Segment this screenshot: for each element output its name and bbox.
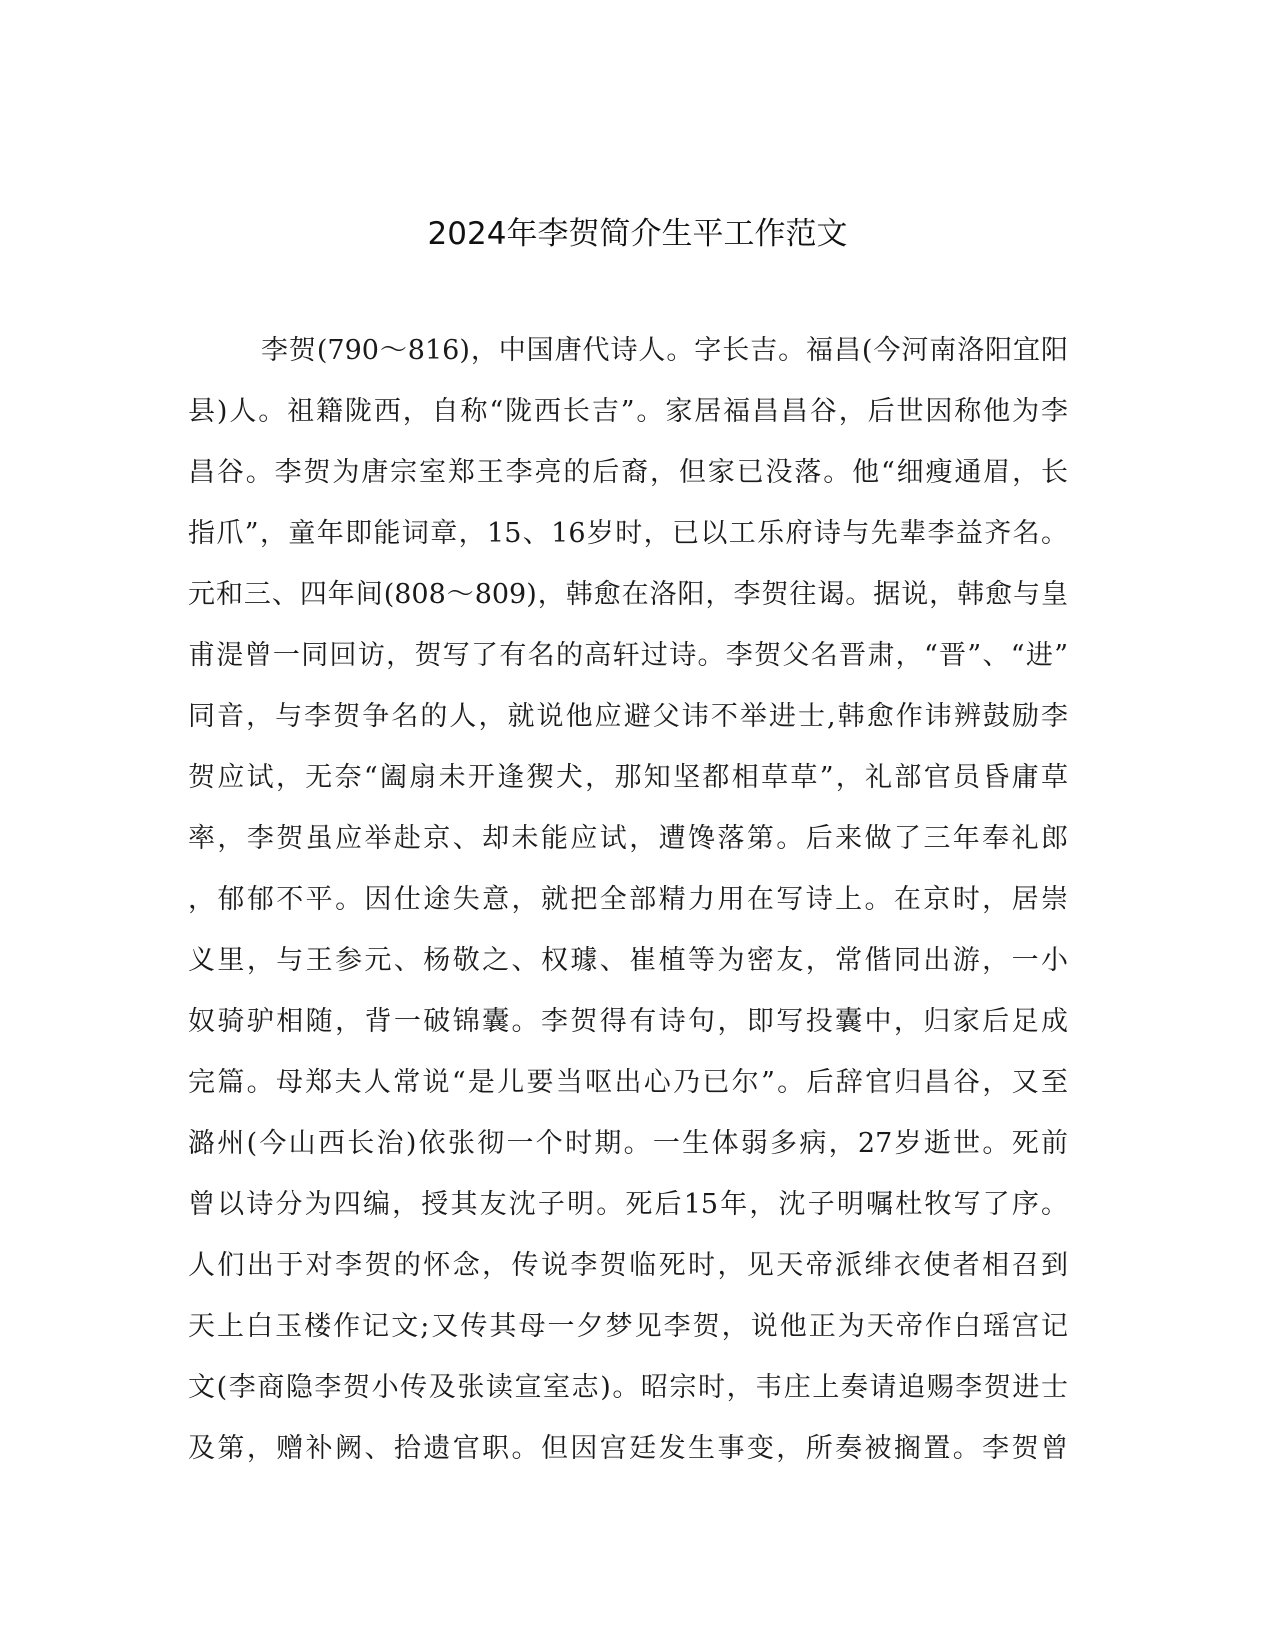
body-line: 指爪”，童年即能词章，15、16岁时，已以工乐府诗与先辈李益齐名。	[188, 518, 1068, 549]
body-line: 义里，与王参元、杨敬之、权璩、崔植等为密友，常偕同出游，一小	[188, 945, 1068, 976]
body-line: 奴骑驴相随，背一破锦囊。李贺得有诗句，即写投囊中，归家后足成	[188, 1006, 1068, 1037]
body-line: 贺应试，无奈“阖扇未开逢猰犬，那知坚都相草草”，礼部官员昏庸草	[188, 762, 1068, 793]
body-line: 人们出于对李贺的怀念，传说李贺临死时，见天帝派绯衣使者相召到	[188, 1250, 1068, 1281]
body-line: 完篇。母郑夫人常说“是儿要当呕出心乃已尔”。后辞官归昌谷，又至	[188, 1067, 1068, 1098]
body-line: 潞州(今山西长治)依张彻一个时期。一生体弱多病，27岁逝世。死前	[188, 1128, 1068, 1159]
body-line: 率，李贺虽应举赴京、却未能应试，遭馋落第。后来做了三年奉礼郎	[188, 823, 1068, 854]
document-body	[188, 320, 1068, 1479]
document-title: 2024年李贺简介生平工作范文	[427, 216, 848, 252]
body-line: 昌谷。李贺为唐宗室郑王李亮的后裔，但家已没落。他“细瘦通眉，长	[188, 457, 1068, 488]
body-line: 及第，赠补阙、拾遗官职。但因宫廷发生事变，所奏被搁置。李贺曾	[188, 1433, 1068, 1464]
body-line: 县)人。祖籍陇西，自称“陇西长吉”。家居福昌昌谷，后世因称他为李	[188, 396, 1068, 427]
body-line: 同音，与李贺争名的人，就说他应避父讳不举进士,韩愈作讳辨鼓励李	[188, 701, 1068, 732]
body-line: 文(李商隐李贺小传及张读宣室志)。昭宗时，韦庄上奏请追赐李贺进士	[188, 1372, 1068, 1403]
body-line: ，郁郁不平。因仕途失意，就把全部精力用在写诗上。在京时，居崇	[188, 884, 1068, 915]
body-line: 曾以诗分为四编，授其友沈子明。死后15年，沈子明嘱杜牧写了序。	[188, 1189, 1068, 1220]
body-line: 李贺(790～816)，中国唐代诗人。字长吉。福昌(今河南洛阳宜阳	[261, 335, 1068, 366]
body-line: 甫湜曾一同回访，贺写了有名的高轩过诗。李贺父名晋肃，“晋”、“进”	[188, 640, 1068, 671]
body-line: 天上白玉楼作记文;又传其母一夕梦见李贺，说他正为天帝作白瑶宫记	[188, 1311, 1068, 1342]
body-line: 元和三、四年间(808～809)，韩愈在洛阳，李贺往谒。据说，韩愈与皇	[188, 579, 1068, 610]
